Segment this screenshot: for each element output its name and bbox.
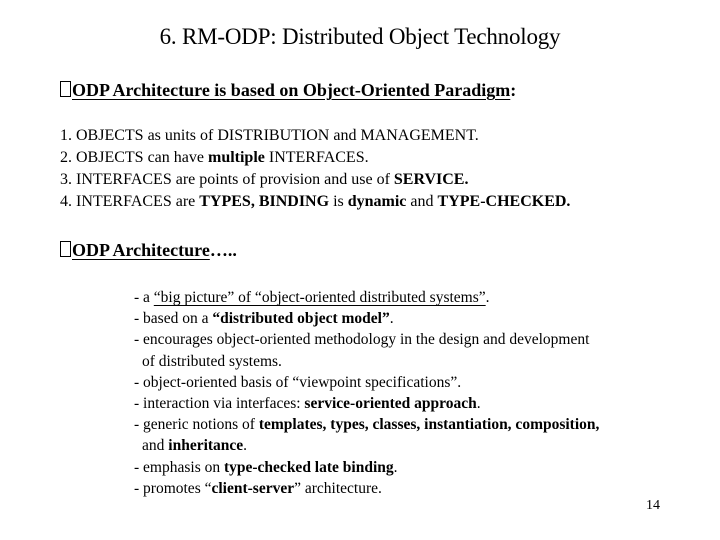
list-item: - a “big picture” of “object-oriented distributed systems”.	[134, 289, 490, 306]
list-item-3: 3. INTERFACES are points of provision and use of SERVICE.	[60, 171, 469, 188]
list-item-continuation: of distributed systems.	[142, 352, 282, 370]
slide-title: 6. RM-ODP: Distributed Object Technology	[159, 24, 561, 49]
list-item-4: 4. INTERFACES are TYPES, BINDING is dynamic and TYPE-CHECKED.	[60, 193, 571, 210]
bullet-box-icon	[60, 241, 71, 257]
list-item: - emphasis on type-checked late binding.	[134, 458, 398, 476]
heading-text: ODP Architecture	[72, 240, 210, 260]
heading-text: ODP Architecture is based on Object-Oriented Paradigm	[72, 80, 511, 100]
heading-ellipsis: …..	[209, 240, 237, 260]
list-item: - generic notions of templates, types, classes, instantiation, composition,	[134, 416, 600, 434]
list-item: - based on a “distributed object model”.	[134, 310, 394, 328]
page-number: 14	[646, 498, 660, 513]
list-item-1: 1. OBJECTS as units of DISTRIBUTION and MANAGEMENT.	[60, 127, 479, 144]
numbered-list	[60, 125, 570, 213]
bullet-box-icon	[60, 81, 71, 97]
list-item-2: 2. OBJECTS can have multiple INTERFACES.	[60, 149, 369, 166]
list-item: - promotes “client-server” architecture.	[134, 479, 382, 497]
section-heading-architecture-paradigm	[60, 80, 516, 101]
section-heading-odp-architecture	[60, 240, 237, 261]
list-item: - encourages object-oriented methodology in the design and development	[134, 331, 590, 349]
list-item: - object-oriented basis of “viewpoint specifications”.	[134, 373, 462, 391]
dash-list	[134, 287, 599, 499]
list-item-continuation: and inheritance.	[142, 437, 248, 455]
heading-colon: :	[510, 80, 517, 100]
list-item: - interaction via interfaces: service-oriented approach.	[134, 395, 481, 413]
